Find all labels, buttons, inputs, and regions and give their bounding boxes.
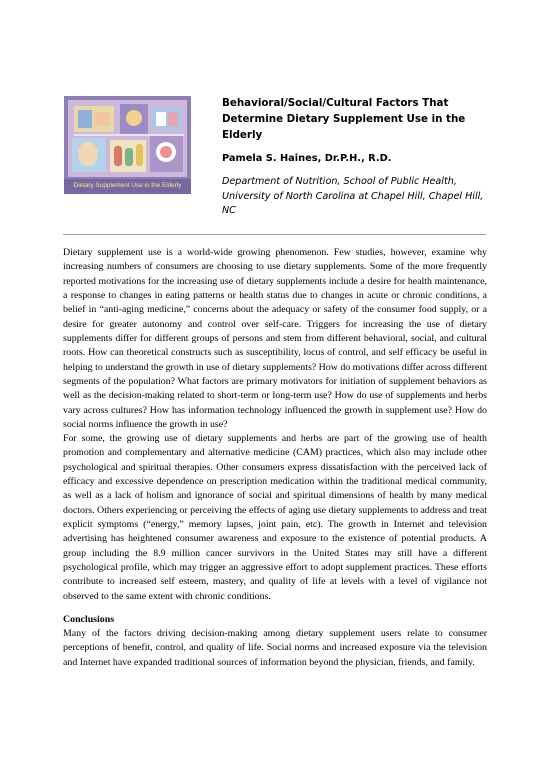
conference-logo bbox=[64, 96, 191, 194]
conclusions-heading: Conclusions bbox=[63, 614, 115, 625]
logo-collage bbox=[68, 100, 187, 177]
document-title: Behavioral/Social/Cultural Factors That Determine Dietary Supplement Use in the Elderly bbox=[222, 97, 466, 141]
body-paragraph-1: Dietary supplement use is a world-wide growing phenomenon. Few studies, however, examine why increasing numbers of consumers are choosing to use dietary supplements. Some of the more frequently reported motivations for the increasing use of dietary supplements include a desire for health maintenance, a response to changes in eating patterns or health status due to changes in acute or chronic conditions, a belief in “anti-aging medicine,” concerns about the adequacy or safety of the consumer food supply, or a desire for greater autonomy and control over self-care. Triggers for increasing the use of dietary supplements differ for different groups of persons and stem from different behavioral, social, and cultural roots. How can theoretical constructs such as susceptibility, locus of control, and self efficacy be useful in helping to understand the growth in use of dietary supplements? How do motivations differ across different segments of the population? What factors are primary motivators for initiation of supplement behaviors as well as the decision-making related to short-term or long-term use? How do use of supplements and herbs vary across cultures? How has information technology influenced the growth in supplement use? How do social norms influence the growth in use? bbox=[63, 247, 487, 431]
body-paragraph-2: For some, the growing use of dietary supplements and herbs are part of the growing use of health promotion and complementary and alternative medicine (CAM) practices, which also may include other psychological and spiritual therapies. Other consumers express dissatisfaction with the perceived lack of efficacy and excessive dependence on prescription medication within the traditional medical community, as well as a lack of holism and ignorance of social and spiritual dimensions of health by many medical doctors. Others experiencing or perceiving the effects of aging use dietary supplements to address and treat explicit symptoms (“energy,” memory lapses, joint pain, etc). The growth in Internet and television advertising has heightened consumer awareness and exposure to the existence of potential products. A group including the 8.9 million cancer survivors in the United States may still have a different psychological profile, which may trigger an aggressive effort to adopt supplement practices. These efforts contribute to increased self esteem, mastery, and quality of life at levels with a level of vigilance not observed to the same extent with chronic conditions. bbox=[63, 433, 487, 602]
header-divider bbox=[63, 234, 486, 235]
logo-caption: Dietary Supplement Use in the Elderly bbox=[73, 182, 182, 189]
author-affiliation: Department of Nutrition, School of Public Health, University of North Carolina at Chapel Hill, Chapel Hill, NC bbox=[222, 176, 484, 217]
collage-illustration bbox=[68, 100, 187, 177]
conclusions-paragraph: Many of the factors driving decision-making among dietary supplement users relate to consumer perceptions of benefit, control, and quality of life. Social norms and increased exposure via the television and Internet have expanded traditional sources of information beyond the physician, friends, and family. bbox=[63, 628, 487, 668]
author-name: Pamela S. Haines, Dr.P.H., R.D. bbox=[222, 153, 392, 164]
